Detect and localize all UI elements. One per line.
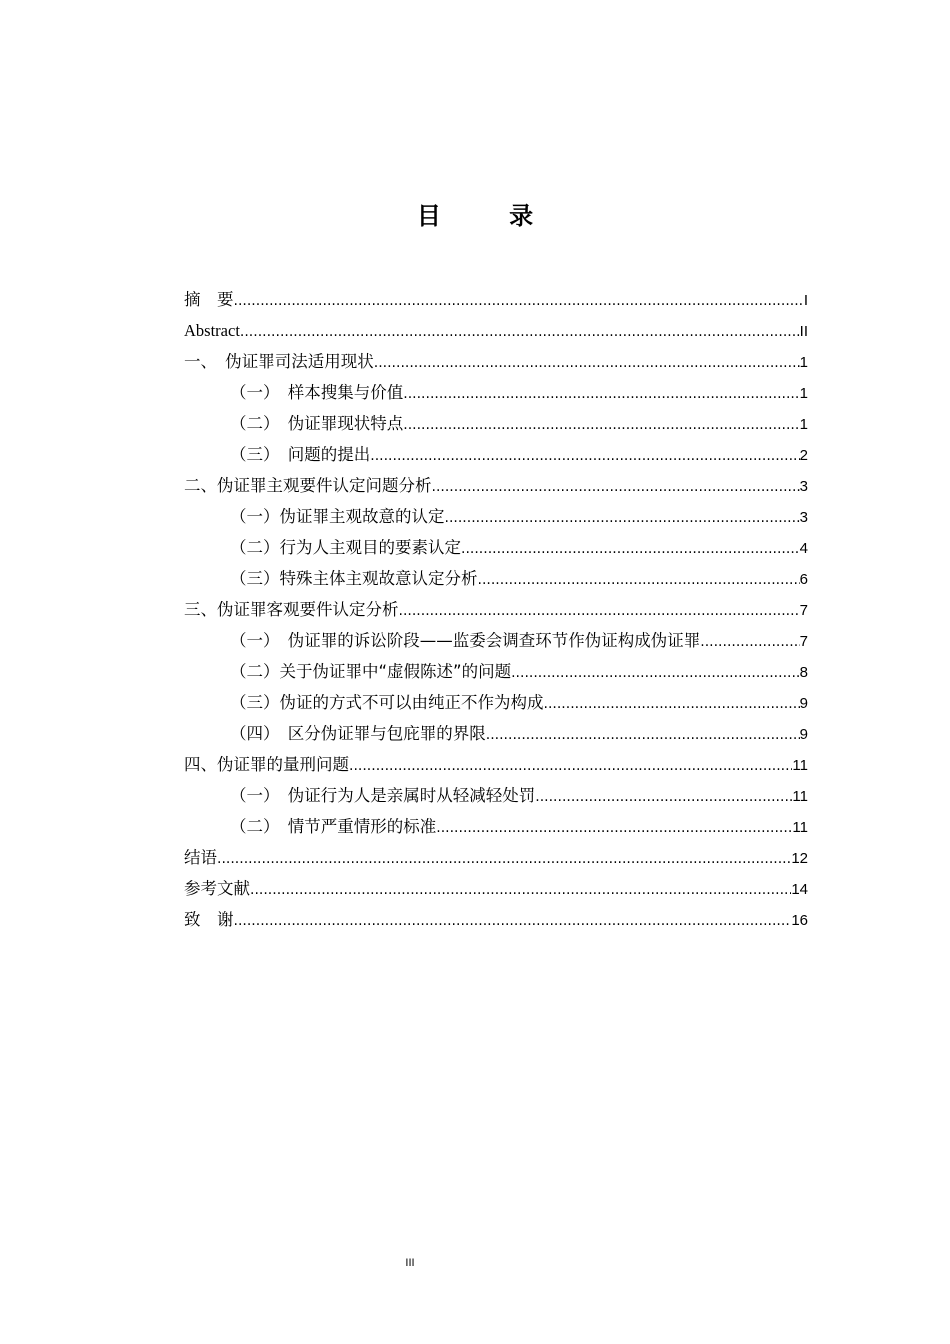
toc-entry[interactable] [184,315,808,346]
toc-entry-page: 1 [799,354,808,371]
toc-entry-page: 7 [799,633,808,650]
dot-leader [399,594,800,625]
toc-entry-label: Abstract [184,321,240,340]
toc-entry[interactable] [184,842,808,873]
toc-entry[interactable] [184,470,808,501]
dot-leader [544,687,800,718]
toc-entry-label: 四、伪证罪的量刑问题 [184,755,349,774]
toc-entry[interactable] [184,811,808,842]
dot-leader [478,563,800,594]
toc-entry[interactable] [184,904,808,935]
toc-entry-page: 11 [792,757,808,774]
toc-entry-page: 3 [799,509,808,526]
toc-entry[interactable] [184,687,808,718]
toc-entry-page: 4 [799,540,808,557]
toc-entry-label: 参考文献 [184,879,250,898]
toc-entry-label: 一、 伪证罪司法适用现状 [184,352,374,371]
toc-entry-page: II [799,323,808,340]
dot-leader [461,532,800,563]
toc-entry-label: （三） 问题的提出 [230,445,371,464]
toc-entry-page: 6 [799,571,808,588]
dot-leader [374,346,800,377]
dot-leader [349,749,792,780]
dot-leader [486,718,800,749]
toc-entry-label: 致 谢 [184,910,234,929]
toc-entry-page: 1 [799,416,808,433]
toc-entry-label: 二、伪证罪主观要件认定问题分析 [184,476,432,495]
toc-entry[interactable] [184,532,808,563]
toc-entry[interactable] [184,718,808,749]
toc-entry-page: I [803,292,808,309]
toc-entry-label: （四） 区分伪证罪与包庇罪的界限 [230,724,486,743]
dot-leader [403,377,799,408]
toc-entry-label: （三）特殊主体主观故意认定分析 [230,569,478,588]
toc-entry-page: 7 [799,602,808,619]
toc-entry-label: 摘 要 [184,290,234,309]
toc-entry[interactable] [184,780,808,811]
toc-entry-label: 三、伪证罪客观要件认定分析 [184,600,399,619]
toc-entry-label: （一）伪证罪主观故意的认定 [230,507,445,526]
toc-entry-page: 11 [792,819,808,836]
dot-leader [511,656,800,687]
toc-entry-page: 12 [791,850,808,867]
toc-entry-page: 1 [799,385,808,402]
toc-entry[interactable] [184,439,808,470]
toc-entry-label: 结语 [184,848,217,867]
toc-entry[interactable] [184,284,808,315]
dot-leader [436,811,792,842]
toc-entry-page: 16 [791,912,808,929]
dot-leader [700,625,799,656]
dot-leader [234,284,804,315]
dot-leader [234,904,792,935]
toc-entry-page: 14 [791,881,808,898]
table-of-contents [184,284,808,935]
toc-entry-label: （一） 伪证罪的诉讼阶段——监委会调查环节作伪证构成伪证罪 [230,631,701,650]
toc-entry-label: （二）关于伪证罪中“虚假陈述”的问题 [230,662,512,681]
toc-entry[interactable] [184,594,808,625]
toc-entry[interactable] [184,563,808,594]
dot-leader [403,408,799,439]
toc-entry-label: （二） 伪证罪现状特点 [230,414,404,433]
toc-entry[interactable] [184,873,808,904]
dot-leader [250,873,791,904]
toc-entry-page: 9 [799,695,808,712]
toc-entry[interactable] [184,346,808,377]
toc-entry[interactable] [184,408,808,439]
toc-entry-label: （二） 情节严重情形的标准 [230,817,437,836]
dot-leader [370,439,799,470]
toc-entry[interactable] [184,625,808,656]
dot-leader [432,470,800,501]
toc-entry[interactable] [184,656,808,687]
toc-entry-label: （二）行为人主观目的要素认定 [230,538,461,557]
toc-entry-page: 3 [799,478,808,495]
toc-title: 目 录 [416,202,564,230]
dot-leader [217,842,791,873]
toc-entry-page: 8 [799,664,808,681]
page-number: III [405,1257,415,1269]
dot-leader [535,780,792,811]
toc-entry-label: （三）伪证的方式不可以由纯正不作为构成 [230,693,544,712]
toc-entry-page: 2 [799,447,808,464]
toc-entry-label: （一） 伪证行为人是亲属时从轻减轻处罚 [230,786,536,805]
toc-entry[interactable] [184,377,808,408]
toc-entry-label: （一） 样本搜集与价值 [230,383,404,402]
toc-entry[interactable] [184,749,808,780]
dot-leader [240,315,800,346]
toc-entry-page: 11 [792,788,808,805]
toc-entry-page: 9 [799,726,808,743]
dot-leader [445,501,800,532]
toc-entry[interactable] [184,501,808,532]
